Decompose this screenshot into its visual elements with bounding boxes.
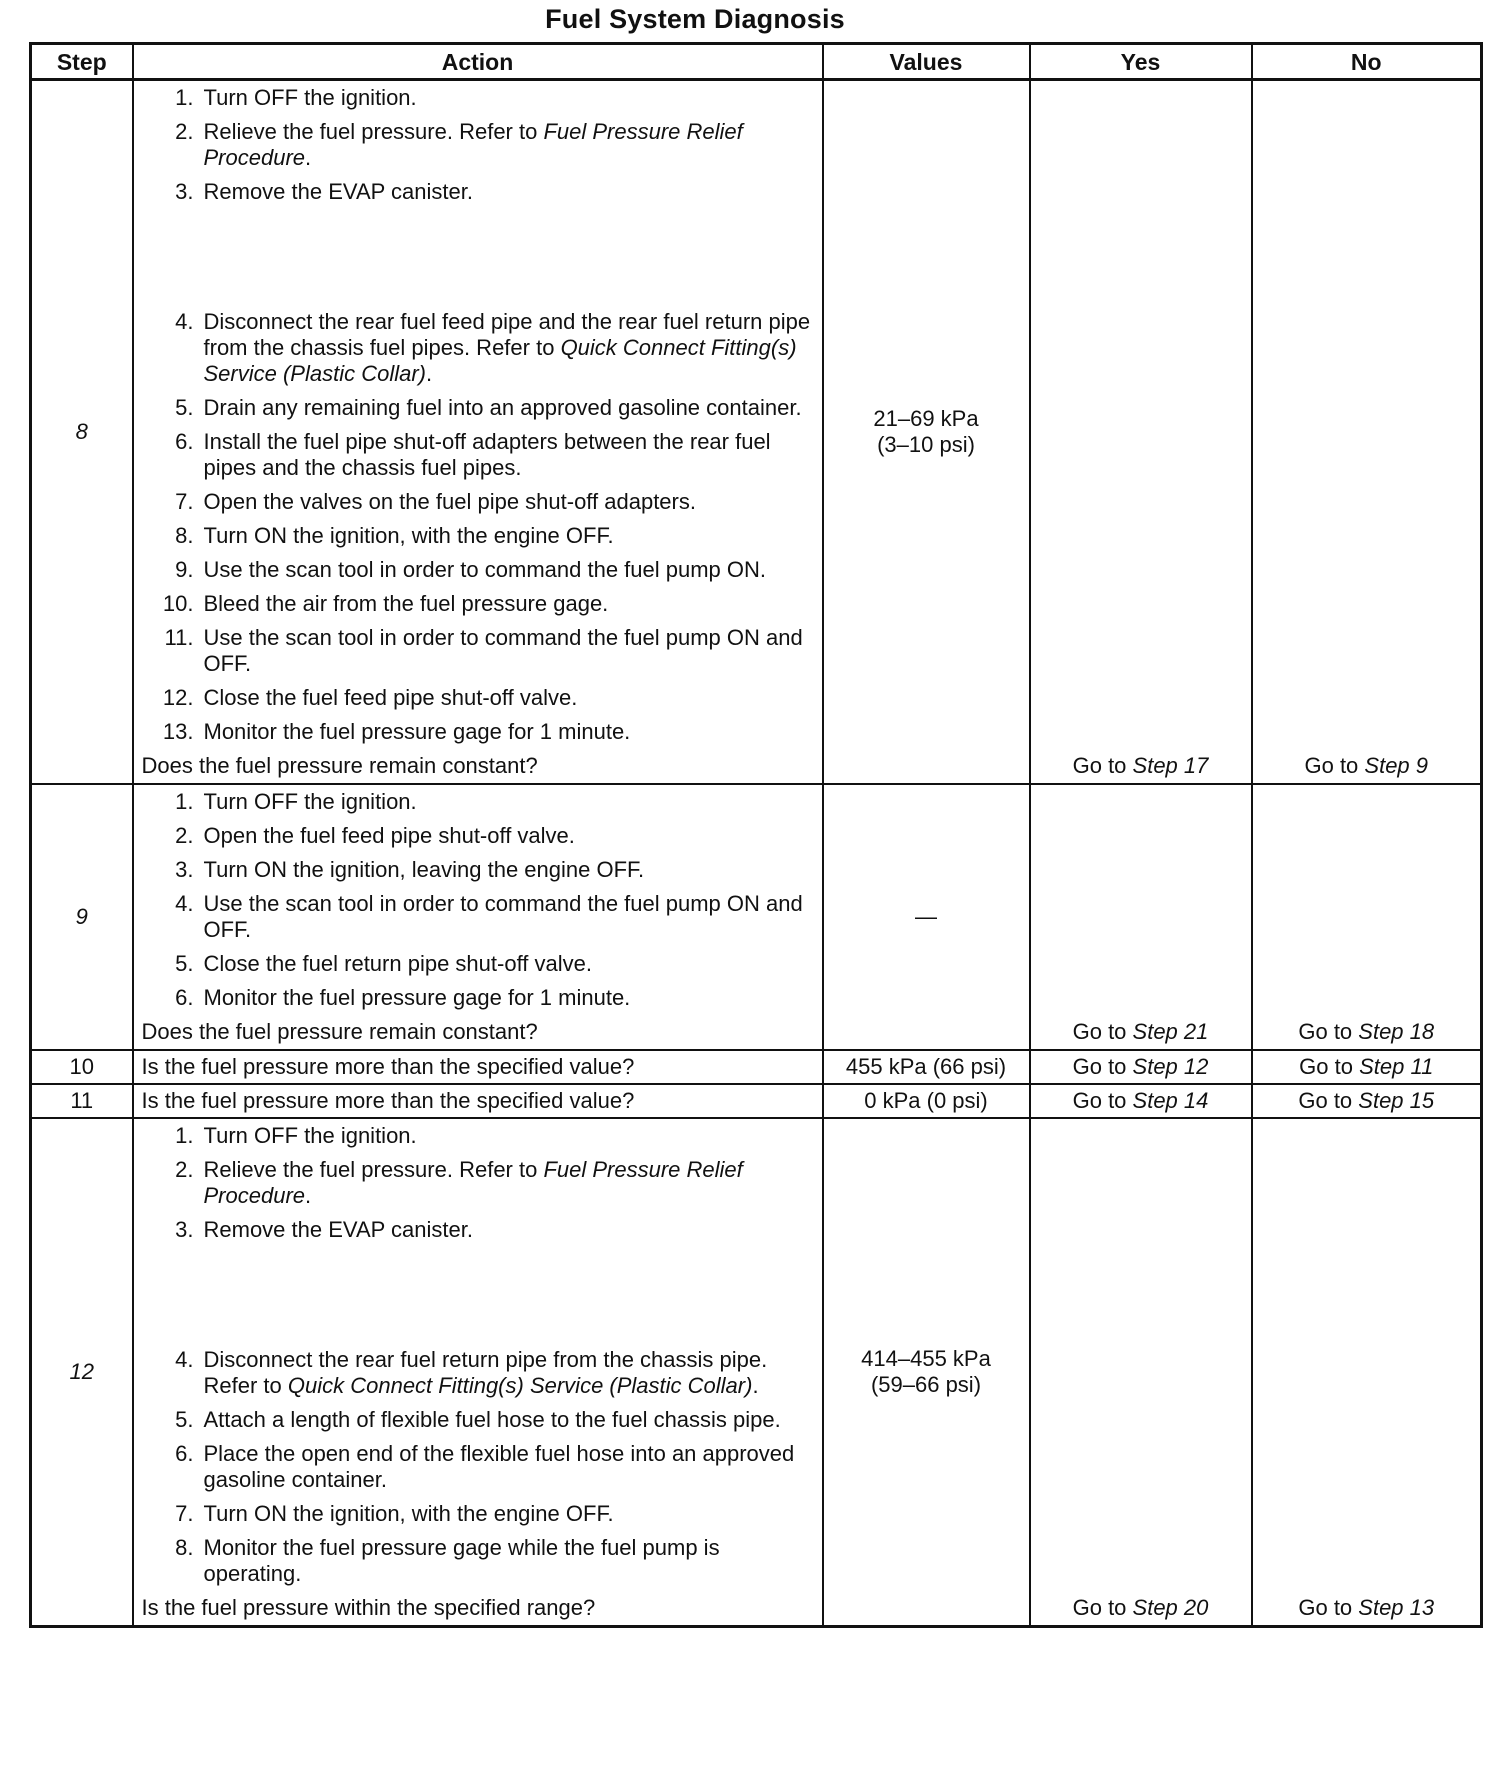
- values-cell: —: [823, 784, 1030, 1050]
- table-row: [31, 1084, 1482, 1118]
- table-row: [31, 80, 1482, 785]
- reference-link[interactable]: Quick Connect Fitting(s) Service (Plastic Collar): [203, 335, 797, 386]
- step-number: 10: [31, 1050, 133, 1084]
- header-action: Action: [133, 44, 823, 80]
- goto-no-link[interactable]: Step 11: [1359, 1054, 1434, 1079]
- list-item: 5. Attach a length of flexible fuel hose to the fuel chassis pipe.: [175, 1407, 781, 1432]
- header-row: [31, 44, 1482, 80]
- goto-yes-link[interactable]: Step 14: [1132, 1088, 1209, 1113]
- goto-no-link[interactable]: Step 13: [1358, 1595, 1435, 1620]
- list-item: 11. Use the scan tool in order to command the fuel pump ON and OFF.: [164, 625, 803, 676]
- action-cell: [133, 784, 823, 1050]
- question-text: Does the fuel pressure remain constant?: [141, 753, 538, 778]
- list-item: 4. Disconnect the rear fuel return pipe from the chassis pipe. Refer to Quick Connect Fitting(s) Service (Plastic Collar).: [175, 1347, 768, 1398]
- yes-cell: Go to Step 12: [1030, 1050, 1252, 1084]
- action-list: [142, 85, 814, 745]
- action-cell: [133, 1118, 823, 1627]
- list-item: 3. Remove the EVAP canister.: [175, 1217, 473, 1242]
- diagnosis-table: [29, 42, 1483, 1628]
- list-item: 2. Open the fuel feed pipe shut-off valve.: [175, 823, 575, 848]
- no-cell: Go to Step 11: [1252, 1050, 1482, 1084]
- action-list: [142, 789, 814, 1011]
- action-cell: [133, 80, 823, 785]
- goto-yes-link[interactable]: Step 17: [1132, 753, 1209, 778]
- values-cell: 414–455 kPa (59–66 psi): [823, 1118, 1030, 1627]
- goto-no-link[interactable]: Step 18: [1358, 1019, 1435, 1044]
- list-item: 1. Turn OFF the ignition.: [175, 85, 417, 110]
- list-item: 1. Turn OFF the ignition.: [175, 789, 417, 814]
- list-item: 6. Monitor the fuel pressure gage for 1 minute.: [175, 985, 631, 1010]
- no-cell: Go to Step 15: [1252, 1084, 1482, 1118]
- action-cell: [133, 1084, 823, 1118]
- list-item: 8. Monitor the fuel pressure gage while the fuel pump is operating.: [175, 1535, 720, 1586]
- reference-link[interactable]: Quick Connect Fitting(s) Service (Plastic Collar): [287, 1373, 753, 1398]
- no-cell: Go to Step 18: [1252, 784, 1482, 1050]
- header-yes: Yes: [1030, 44, 1252, 80]
- no-cell: Go to Step 13: [1252, 1118, 1482, 1627]
- table-row: [31, 1118, 1482, 1627]
- list-item: 3. Remove the EVAP canister.: [175, 179, 473, 204]
- values-cell: 21–69 kPa (3–10 psi): [823, 80, 1030, 785]
- question-text: Does the fuel pressure remain constant?: [141, 1019, 538, 1044]
- list-item: 6. Install the fuel pipe shut-off adapters between the rear fuel pipes and the chassis fuel pipes.: [175, 429, 771, 480]
- no-cell: Go to Step 9: [1252, 80, 1482, 785]
- list-item: 5. Drain any remaining fuel into an approved gasoline container.: [175, 395, 802, 420]
- goto-no-link[interactable]: Step 15: [1358, 1088, 1435, 1113]
- step-number: 11: [31, 1084, 133, 1118]
- list-item: 1. Turn OFF the ignition.: [175, 1123, 417, 1148]
- yes-cell: Go to Step 20: [1030, 1118, 1252, 1627]
- question-text: Is the fuel pressure more than the specified value?: [141, 1088, 635, 1113]
- action-cell: [133, 1050, 823, 1084]
- action-list: [142, 1123, 814, 1587]
- list-item: 5. Close the fuel return pipe shut-off valve.: [175, 951, 592, 976]
- header-no: No: [1252, 44, 1482, 80]
- step-number: 12: [31, 1118, 133, 1627]
- list-item: 7. Turn ON the ignition, with the engine OFF.: [175, 1501, 614, 1526]
- header-values: Values: [823, 44, 1030, 80]
- reference-link[interactable]: Fuel Pressure Relief Procedure: [203, 1157, 743, 1208]
- goto-yes-link[interactable]: Step 21: [1132, 1019, 1209, 1044]
- list-item: 12. Close the fuel feed pipe shut-off valve.: [162, 685, 578, 710]
- yes-cell: Go to Step 21: [1030, 784, 1252, 1050]
- goto-yes-link[interactable]: Step 12: [1132, 1054, 1209, 1079]
- header-step: Step: [31, 44, 133, 80]
- values-cell: 455 kPa (66 psi): [823, 1050, 1030, 1084]
- table-row: [31, 784, 1482, 1050]
- values-cell: 0 kPa (0 psi): [823, 1084, 1030, 1118]
- goto-yes-link[interactable]: Step 20: [1132, 1595, 1209, 1620]
- list-item: 13. Monitor the fuel pressure gage for 1 minute.: [162, 719, 631, 744]
- list-item: 4. Use the scan tool in order to command the fuel pump ON and OFF.: [175, 891, 803, 942]
- list-item: 7. Open the valves on the fuel pipe shut-off adapters.: [175, 489, 696, 514]
- list-item: 2. Relieve the fuel pressure. Refer to Fuel Pressure Relief Procedure.: [175, 119, 743, 170]
- question-text: Is the fuel pressure within the specified range?: [141, 1595, 596, 1620]
- step-number: 9: [31, 784, 133, 1050]
- list-item: 6. Place the open end of the flexible fuel hose into an approved gasoline container.: [175, 1441, 795, 1492]
- list-item: 2. Relieve the fuel pressure. Refer to Fuel Pressure Relief Procedure.: [175, 1157, 743, 1208]
- list-item: 3. Turn ON the ignition, leaving the engine OFF.: [175, 857, 645, 882]
- yes-cell: Go to Step 14: [1030, 1084, 1252, 1118]
- table-row: [31, 1050, 1482, 1084]
- list-item: 9. Use the scan tool in order to command the fuel pump ON.: [175, 557, 767, 582]
- list-item: 4. Disconnect the rear fuel feed pipe and the rear fuel return pipe from the chassis fuel pipes. Refer to Quick Connect Fitting(s) Service (Plastic Collar).: [175, 309, 811, 386]
- yes-cell: Go to Step 17: [1030, 80, 1252, 785]
- page-title: Fuel System Diagnosis: [545, 4, 845, 34]
- list-item: 8. Turn ON the ignition, with the engine OFF.: [175, 523, 614, 548]
- step-number: 8: [31, 80, 133, 785]
- reference-link[interactable]: Fuel Pressure Relief Procedure: [203, 119, 743, 170]
- goto-no-link[interactable]: Step 9: [1364, 753, 1429, 778]
- list-item: 10. Bleed the air from the fuel pressure gage.: [162, 591, 609, 616]
- question-text: Is the fuel pressure more than the specified value?: [141, 1054, 635, 1079]
